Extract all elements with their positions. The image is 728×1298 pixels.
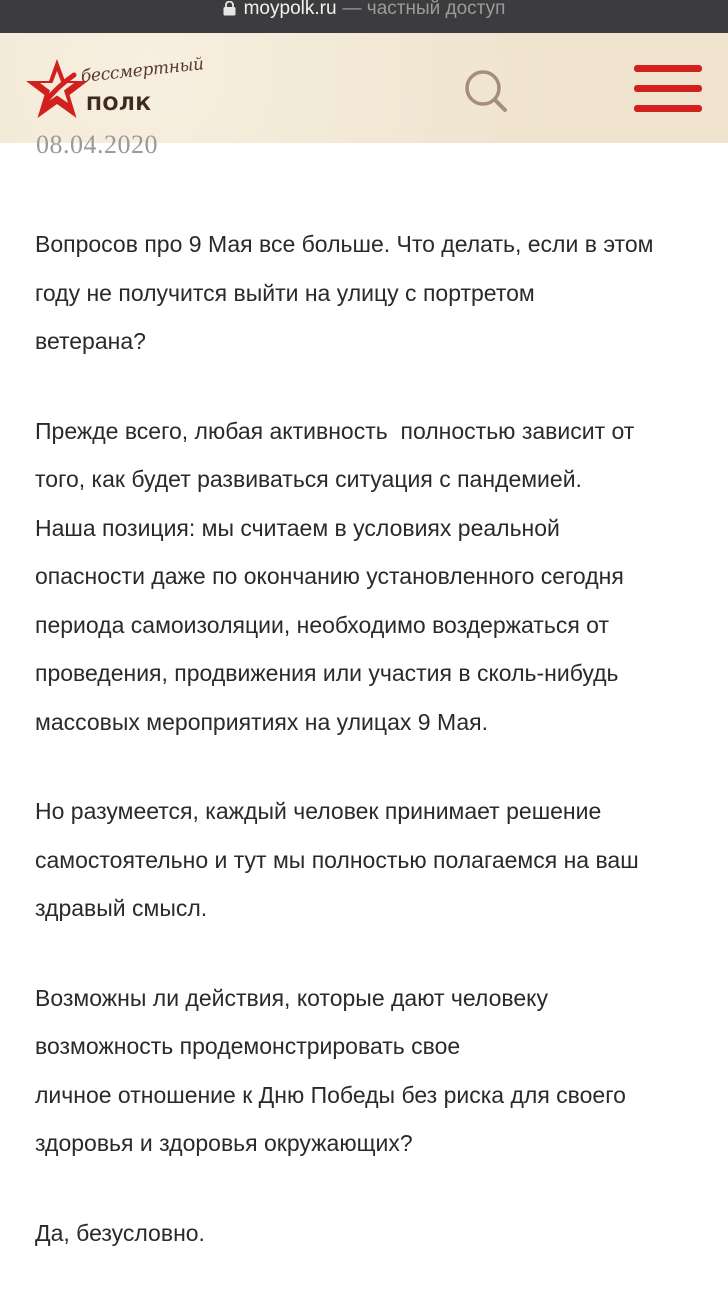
logo-title: ПОЛК [86,93,152,115]
paragraph-line: массовых мероприятиях на улицах 9 Мая. [35,708,488,735]
article-body [35,220,705,1298]
lock-icon [223,1,236,16]
article-paragraph [35,407,705,747]
url-domain: moypolk.ru [243,0,337,19]
article-paragraph [35,220,705,366]
menu-bar-bottom [634,105,702,112]
paragraph-line: здравый смысл. [35,895,208,921]
menu-bar-middle [634,85,702,92]
paragraph-line: опасности даже по окончанию установленного сегодня [35,563,624,589]
paragraph-line: того, как будет развиваться ситуация с пандемией. [35,466,582,492]
paragraph-line: Но разумеется, каждый человек принимает решение [35,798,602,824]
paragraph-line: здоровья и здоровья окружающих? [35,1130,413,1156]
paragraph-line: Да, безусловно. [35,1219,205,1246]
paragraph-line: возможность продемонстрировать свое [35,1033,461,1059]
logo-script-text: бессмертный [79,54,205,87]
article-paragraph [35,974,705,1168]
article-paragraph [35,1209,705,1258]
search-icon[interactable] [462,67,510,115]
paragraph-line: проведения, продвижения или участия в сколь-нибудь [35,660,619,686]
paragraph-line: Вопросов про 9 Мая все больше. Что делать, если в этом [35,231,654,257]
url-access-label: — частный доступ [342,0,506,19]
paragraph-line: Наша позиция: мы считаем в условиях реальной [35,514,560,541]
site-logo[interactable] [24,54,205,123]
paragraph-line: Возможны ли действия, которые дают человеку [35,984,548,1011]
paragraph-line: периода самоизоляции, необходимо воздержаться от [35,611,609,638]
site-header [0,33,728,143]
paragraph-line: году не получится выйти на улицу с портретом [35,279,535,306]
menu-bar-top [634,65,702,72]
article-date: 08.04.2020 [36,130,158,159]
paragraph-line: ветерана? [35,328,146,354]
paragraph-line: личное отношение к Дню Победы без риска для своего [35,1081,626,1108]
browser-url-bar[interactable] [0,0,728,33]
hamburger-menu-icon[interactable] [632,63,704,115]
article-paragraph [35,787,705,933]
paragraph-line: самостоятельно и тут мы полностью полагаемся на ваш [35,846,639,873]
paragraph-line: Прежде всего, любая активность полностью зависит от [35,417,635,444]
